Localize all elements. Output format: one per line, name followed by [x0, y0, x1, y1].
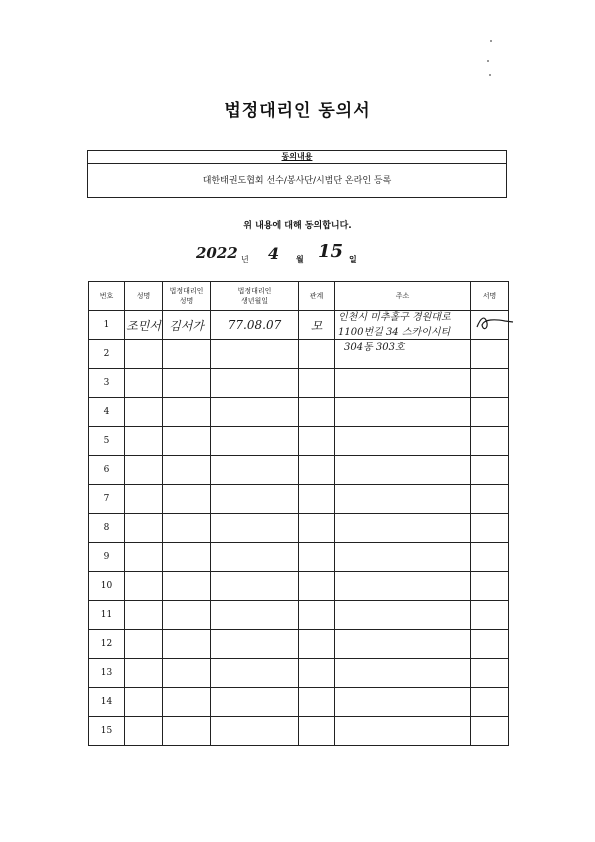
signature-cell [471, 688, 509, 717]
agreement-statement: 위 내용에 대해 동의합니다. [243, 221, 352, 231]
guardian-name [163, 485, 211, 514]
student-name [125, 369, 163, 398]
row-number: 1 [89, 311, 125, 340]
address-line: 인천시 미추홀구 경원대로 [338, 312, 451, 323]
row-number: 2 [89, 340, 125, 369]
table-row [89, 688, 509, 717]
guardian-name-handwriting: 김서가 [169, 318, 204, 333]
table-row [89, 572, 509, 601]
consent-header-label: 동의내용 [281, 152, 313, 161]
address [335, 369, 471, 398]
relation [299, 572, 335, 601]
guardian-name [163, 311, 211, 340]
table-row [89, 543, 509, 572]
relation [299, 340, 335, 369]
row-number: 13 [89, 659, 125, 688]
row-number: 6 [89, 456, 125, 485]
guardian-birth [211, 485, 299, 514]
address [335, 659, 471, 688]
row-number: 11 [89, 601, 125, 630]
guardian-birth [211, 572, 299, 601]
signature-cell [471, 427, 509, 456]
relation [299, 717, 335, 746]
signature-cell [471, 514, 509, 543]
signature-scribble [475, 313, 515, 333]
signature-cell [471, 369, 509, 398]
address [335, 717, 471, 746]
guardian-birth [211, 659, 299, 688]
header-signature: 서명 [471, 282, 509, 311]
guardian-birth [211, 601, 299, 630]
table-row [89, 398, 509, 427]
guardian-name [163, 514, 211, 543]
address-line: 304동 303호 [344, 342, 405, 353]
signature-cell [471, 543, 509, 572]
address [335, 688, 471, 717]
signature-cell [471, 659, 509, 688]
guardian-birth-handwriting: 77.08.07 [227, 318, 282, 332]
guardian-name [163, 659, 211, 688]
guardian-birth [211, 311, 299, 340]
student-name [125, 311, 163, 340]
signature-cell [471, 630, 509, 659]
header-guardian-birth [211, 282, 299, 311]
row-number: 8 [89, 514, 125, 543]
header-relation: 관계 [299, 282, 335, 311]
address-line: 1100번길 34 스카이시티 [338, 327, 451, 338]
guardian-birth [211, 369, 299, 398]
table-row [89, 427, 509, 456]
table-row [89, 369, 509, 398]
relation [299, 543, 335, 572]
date-month: 4 [268, 244, 280, 263]
relation [299, 659, 335, 688]
relation [299, 630, 335, 659]
guardian-birth [211, 630, 299, 659]
address [335, 514, 471, 543]
relation [299, 601, 335, 630]
header-label-part: 법정대리인 [169, 287, 204, 295]
row-number: 4 [89, 398, 125, 427]
row-number: 15 [89, 717, 125, 746]
table-row [89, 601, 509, 630]
header-guardian-name [163, 282, 211, 311]
scan-speck [490, 40, 492, 42]
student-name [125, 543, 163, 572]
address [335, 456, 471, 485]
date-day: 15 [318, 241, 344, 262]
student-name [125, 398, 163, 427]
student-name [125, 514, 163, 543]
guardian-birth [211, 456, 299, 485]
student-name [125, 427, 163, 456]
student-name [125, 572, 163, 601]
date-day-label: 일 [349, 255, 357, 264]
guardian-name [163, 340, 211, 369]
student-name [125, 601, 163, 630]
address [335, 311, 471, 353]
address [335, 543, 471, 572]
guardian-birth [211, 717, 299, 746]
scan-speck [487, 60, 489, 62]
header-label-part: 법정대리인 [237, 287, 272, 295]
student-name-handwriting: 조민서 [126, 318, 161, 333]
table-row [89, 311, 509, 340]
student-name [125, 485, 163, 514]
document-title: 법정대리인 동의서 [224, 101, 371, 121]
table-row [89, 485, 509, 514]
row-number: 7 [89, 485, 125, 514]
address-handwriting [338, 310, 488, 355]
address [335, 572, 471, 601]
guardian-birth [211, 688, 299, 717]
header-name: 성명 [125, 282, 163, 311]
header-no: 번호 [89, 282, 125, 311]
consent-box [87, 150, 507, 198]
guardian-name [163, 427, 211, 456]
student-name [125, 717, 163, 746]
signature-table [88, 281, 509, 746]
guardian-name [163, 688, 211, 717]
relation [299, 311, 335, 340]
address [335, 630, 471, 659]
guardian-birth [211, 427, 299, 456]
date-year-label: 년 [241, 255, 249, 264]
row-number: 5 [89, 427, 125, 456]
address [335, 485, 471, 514]
guardian-birth [211, 514, 299, 543]
guardian-name [163, 456, 211, 485]
address [335, 427, 471, 456]
guardian-birth [211, 340, 299, 369]
row-number: 3 [89, 369, 125, 398]
header-label-part: 생년월일 [240, 297, 269, 305]
guardian-name [163, 630, 211, 659]
signature-cell [471, 601, 509, 630]
student-name [125, 688, 163, 717]
signature-cell [471, 717, 509, 746]
guardian-birth [211, 398, 299, 427]
row-number: 12 [89, 630, 125, 659]
signature-cell [471, 456, 509, 485]
date-year: 2022 [196, 244, 238, 262]
signature-cell [471, 485, 509, 514]
header-label-part: 성명 [179, 297, 194, 305]
address [335, 398, 471, 427]
student-name [125, 630, 163, 659]
signature-cell [471, 398, 509, 427]
row-number: 9 [89, 543, 125, 572]
relation [299, 427, 335, 456]
header-address: 주소 [335, 282, 471, 311]
address [335, 601, 471, 630]
consent-text: 대한태권도협회 선수/봉사단/시범단 온라인 등록 [202, 176, 392, 186]
consent-header [88, 151, 506, 164]
student-name [125, 456, 163, 485]
guardian-birth [211, 543, 299, 572]
table-row [89, 456, 509, 485]
relation [299, 369, 335, 398]
signature-cell [471, 572, 509, 601]
scan-speck [489, 74, 491, 76]
relation [299, 688, 335, 717]
guardian-name [163, 572, 211, 601]
table-row [89, 659, 509, 688]
table-row [89, 717, 509, 746]
table-header-row [89, 282, 509, 311]
relation [299, 456, 335, 485]
relation [299, 398, 335, 427]
guardian-name [163, 717, 211, 746]
relation [299, 485, 335, 514]
row-number: 14 [89, 688, 125, 717]
student-name [125, 340, 163, 369]
table-row [89, 630, 509, 659]
guardian-name [163, 601, 211, 630]
table-row [89, 514, 509, 543]
guardian-name [163, 398, 211, 427]
row-number: 10 [89, 572, 125, 601]
relation [299, 514, 335, 543]
relation-handwriting: 모 [310, 318, 323, 333]
student-name [125, 659, 163, 688]
guardian-name [163, 369, 211, 398]
guardian-name [163, 543, 211, 572]
date-month-label: 월 [296, 255, 304, 264]
